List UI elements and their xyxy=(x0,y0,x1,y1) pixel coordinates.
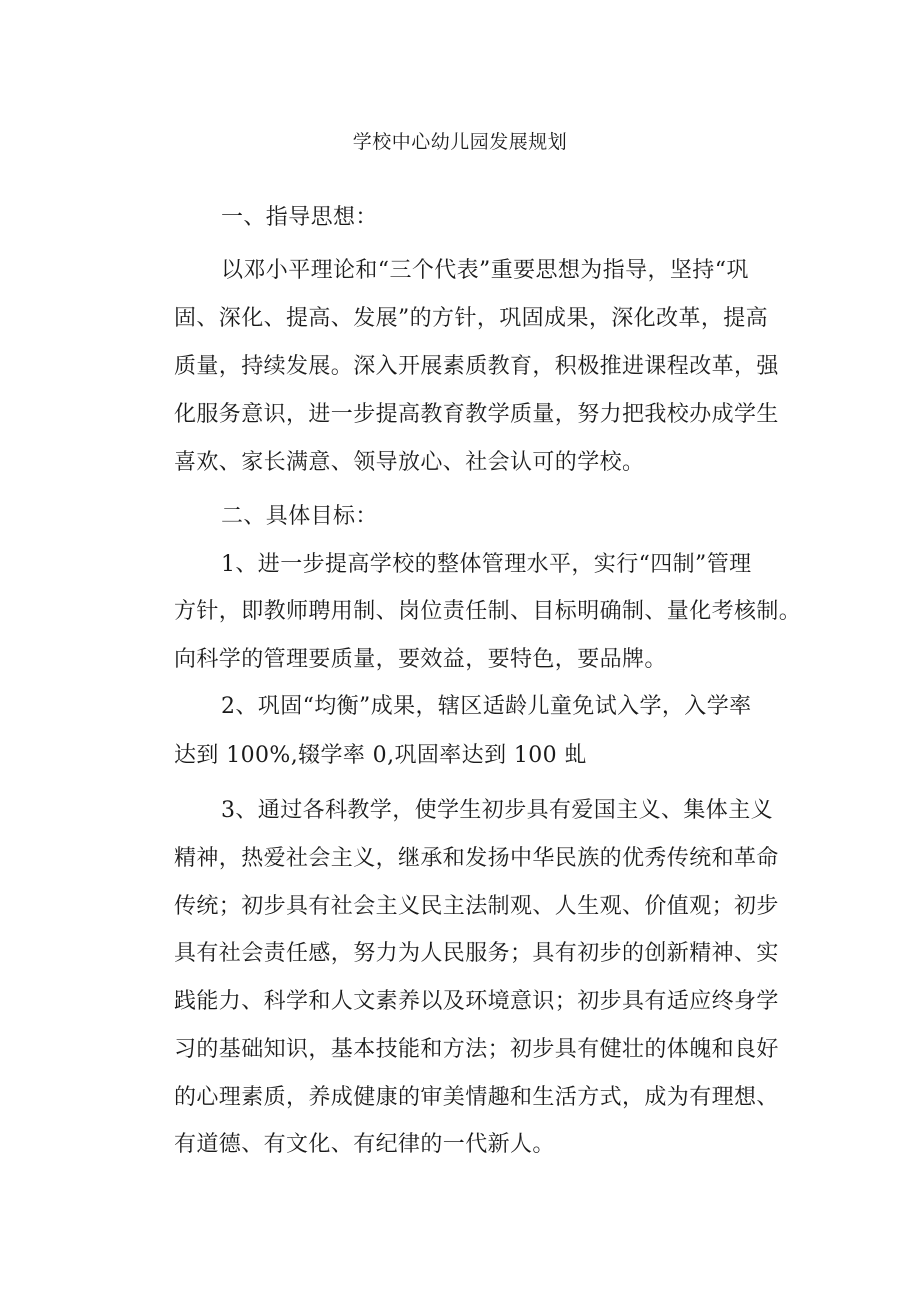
paragraph-line: 1、进一步提高学校的整体管理水平，实行“四制”管理 xyxy=(221,552,752,577)
paragraph-line: 向科学的管理要质量，要效益，要特色，要品牌。 xyxy=(174,647,667,672)
document-title: 学校中心幼儿园发展规划 xyxy=(352,131,568,153)
paragraph-line: 习的基础知识，基本技能和方法；初步具有健壮的体魄和良好 xyxy=(174,1037,779,1062)
section-heading-guiding-ideology: 一、指导思想： xyxy=(221,205,378,230)
paragraph-line: 喜欢、家长满意、领导放心、社会认可的学校。 xyxy=(174,450,645,475)
paragraph-line: 方针，即教师聘用制、岗位责任制、目标明确制、量化考核制。 xyxy=(174,599,802,624)
paragraph-line: 精神，热爱社会主义，继承和发扬中华民族的优秀传统和革命 xyxy=(174,846,779,871)
paragraph-line: 的心理素质，养成健康的审美情趣和生活方式，成为有理想、 xyxy=(174,1085,779,1110)
paragraph-line: 有道德、有文化、有纪律的一代新人。 xyxy=(174,1132,555,1157)
paragraph-line: 2、巩固“均衡”成果，辖区适龄儿童免试入学，入学率 xyxy=(221,694,752,719)
paragraph-line: 3、通过各科教学，使学生初步具有爱国主义、集体主义 xyxy=(221,798,773,823)
paragraph-line: 以邓小平理论和“三个代表”重要思想为指导，坚持“巩 xyxy=(221,258,749,283)
paragraph-line: 践能力、科学和人文素养以及环境意识；初步具有适应终身学 xyxy=(174,989,779,1014)
section-heading-specific-goals: 二、具体目标： xyxy=(221,504,378,529)
paragraph-line: 达到 100%,辍学率 0,巩固率达到 100 虬 xyxy=(174,743,587,768)
paragraph-line: 化服务意识，进一步提高教育教学质量，努力把我校办成学生 xyxy=(174,402,779,427)
paragraph-line: 质量，持续发展。深入开展素质教育，积极推进课程改革，强 xyxy=(174,354,779,379)
paragraph-line: 传统；初步具有社会主义民主法制观、人生观、价值观；初步 xyxy=(174,894,779,919)
paragraph-line: 具有社会责任感，努力为人民服务；具有初步的创新精神、实 xyxy=(174,941,779,966)
paragraph-line: 固、深化、提高、发展”的方针，巩固成果，深化改革，提高 xyxy=(174,306,769,331)
